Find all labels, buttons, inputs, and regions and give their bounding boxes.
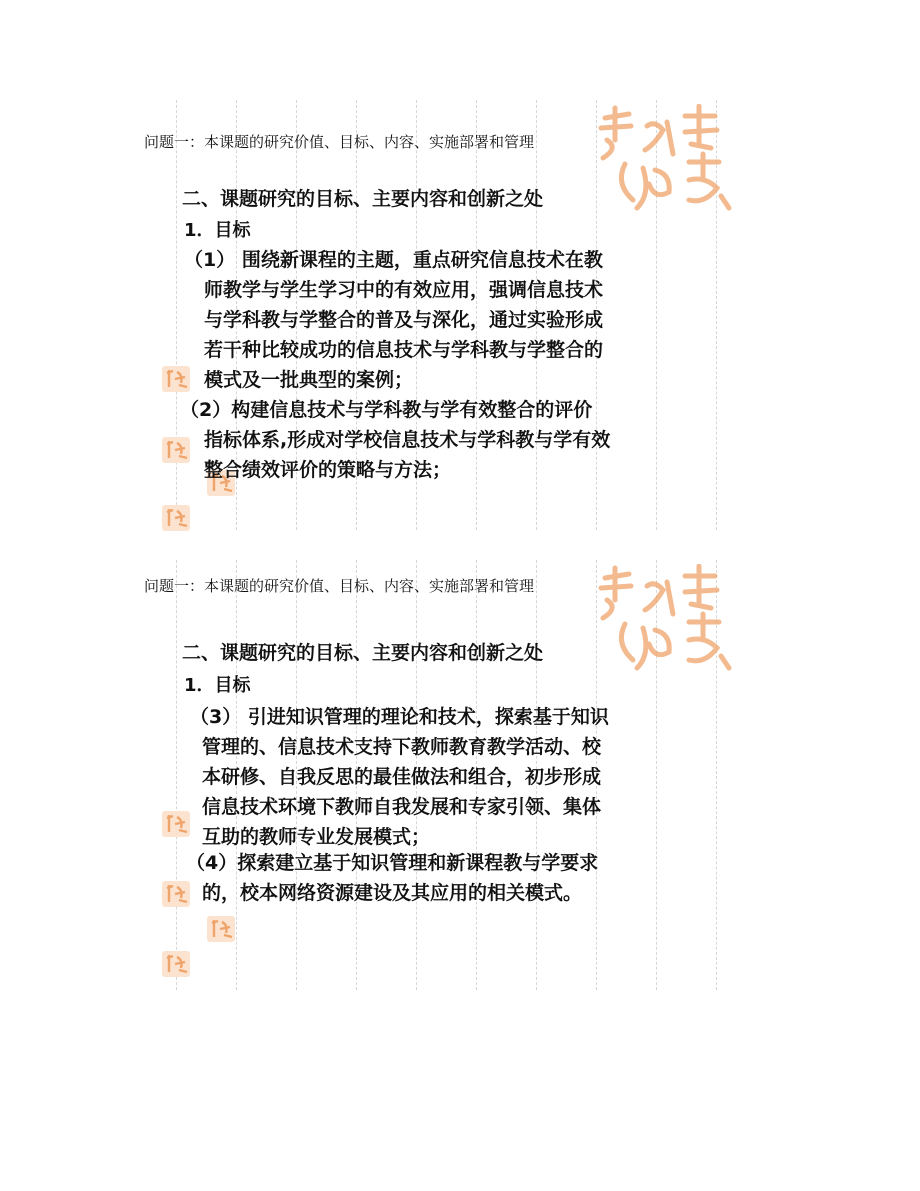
paragraph-line: 的，校本网络资源建设及其应用的相关模式。 bbox=[202, 882, 583, 904]
paragraph-line: 整合绩效评价的策略与方法； bbox=[204, 459, 452, 481]
stamp-icon bbox=[161, 950, 191, 978]
stamp-icon bbox=[161, 504, 191, 532]
paragraph-line: 与学科教与学整合的普及与深化，通过实验形成 bbox=[204, 309, 604, 331]
slide-1 bbox=[140, 100, 740, 530]
paragraph-line: 本研修、自我反思的最佳做法和组合，初步形成 bbox=[202, 766, 602, 788]
question-title: 问题一：本课题的研究价值、目标、内容、实施部署和管理 bbox=[144, 577, 535, 595]
question-title: 问题一：本课题的研究价值、目标、内容、实施部署和管理 bbox=[144, 133, 535, 151]
paragraph-1 bbox=[184, 245, 603, 395]
paragraph-line: （2）构建信息技术与学科教与学有效整合的评价 bbox=[180, 399, 593, 421]
calligraphy-seal-icon bbox=[585, 564, 735, 674]
subsection-heading: 1．目标 bbox=[184, 220, 251, 241]
paragraph-line: （4）探索建立基于知识管理和新课程教与学要求 bbox=[186, 852, 599, 874]
paragraph-line: 互助的教师专业发展模式； bbox=[202, 826, 431, 848]
section-heading: 二、课题研究的目标、主要内容和创新之处 bbox=[182, 188, 544, 210]
paragraph-2 bbox=[180, 395, 610, 485]
paragraph-line: 信息技术环境下教师自我发展和专家引领、集体 bbox=[202, 796, 602, 818]
paragraph-line: 指标体系,形成对学校信息技术与学科教与学有效 bbox=[204, 429, 611, 451]
stamp-icon bbox=[161, 810, 191, 838]
paragraph-3 bbox=[190, 702, 609, 852]
paragraph-line: （3） 引进知识管理的理论和技术，探索基于知识 bbox=[190, 706, 609, 728]
paragraph-line: 模式及一批典型的案例； bbox=[204, 369, 414, 391]
section-heading: 二、课题研究的目标、主要内容和创新之处 bbox=[182, 642, 544, 664]
paragraph-4 bbox=[186, 848, 598, 908]
dashed-rule bbox=[176, 560, 177, 990]
paragraph-line: 若干种比较成功的信息技术与学科教与学整合的 bbox=[204, 339, 604, 361]
subsection-heading: 1．目标 bbox=[184, 675, 251, 696]
slide-2 bbox=[140, 560, 740, 990]
paragraph-line: （1） 围绕新课程的主题，重点研究信息技术在教 bbox=[184, 249, 603, 271]
stamp-icon bbox=[206, 915, 236, 943]
calligraphy-seal-icon bbox=[585, 104, 735, 214]
paragraph-line: 管理的、信息技术支持下教师教育教学活动、校 bbox=[202, 736, 602, 758]
paragraph-line: 师教学与学生学习中的有效应用，强调信息技术 bbox=[204, 279, 604, 301]
dashed-rule bbox=[176, 100, 177, 530]
